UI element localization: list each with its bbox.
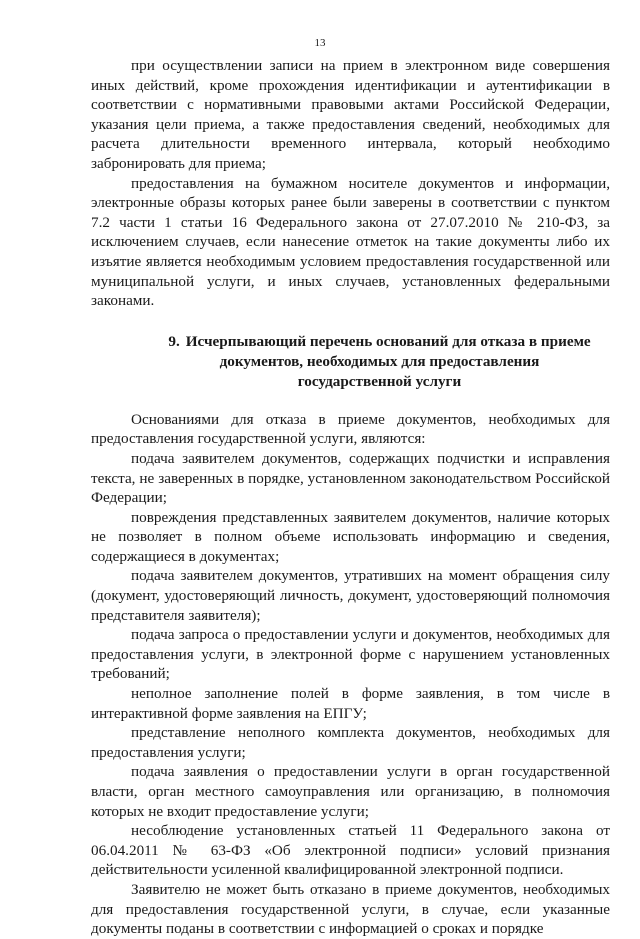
document-body <box>91 56 610 939</box>
list-item: подача заявления о предоставлении услуги в орган государственной власти, орган местного самоуправления или организацию, в полномочия которых не входит предоставление услуги; <box>91 763 610 820</box>
list-item: подача заявителем документов, содержащих подчистки и исправления текста, не заверенных в порядке, установленном законодательством Российской Федерации; <box>91 449 610 507</box>
section-heading <box>91 332 610 392</box>
page-number: 13 <box>314 37 326 49</box>
paragraph: Заявителю не может быть отказано в приеме документов, необходимых для предоставления государственной услуги, в случае, если указанные документы поданы в соответствии с информацией о сроках и порядке <box>91 880 610 938</box>
list-item: несоблюдение установленных статьей 11 Федерального закона от 06.04.2011 № 63-ФЗ «Об электронной подписи» условий признания действительности усиленной квалифицированной электронной подписи. <box>91 822 610 879</box>
list-item: подача запроса о предоставлении услуги и документов, необходимых для предоставления услуги, в электронной форме с нарушением установленных требований; <box>91 626 610 683</box>
list-item: подача заявителем документов, утративших на момент обращения силу (документ, удостоверяющий личность, документ, удостоверяющий полномочия представителя заявителя); <box>91 567 610 624</box>
section-title: Исчерпывающий перечень оснований для отказа в приеме документов, необходимых для предоставления государственной услуги <box>185 332 591 390</box>
section-number: 9. <box>168 332 180 350</box>
paragraph: при осуществлении записи на прием в электронном виде совершения иных действий, кроме прохождения идентификации и аутентификации в соответствии с нормативными правовыми актами Российской Федерации, указания цели приема, а также предоставления сведений, необходимых для расчета длительности временного интервала, который необходимо забронировать для приема; <box>91 57 610 172</box>
list-item: неполное заполнение полей в форме заявления, в том числе в интерактивной форме заявления на ЕПГУ; <box>91 685 610 722</box>
list-item: повреждения представленных заявителем документов, наличие которых не позволяет в полном объеме использовать информацию и сведения, содержащиеся в документах; <box>91 508 610 565</box>
paragraph: предоставления на бумажном носителе документов и информации, электронные образы которых ранее были заверены в соответствии с пунктом 7.2 части 1 статьи 16 Федерального закона от 27.07.2010 № 210-ФЗ, за исключением случаев, если нанесение отметок на такие документы либо их изъятие является необходимым условием предоставления государственной или муниципальной услуги, и иных случаев, установленных федеральными законами. <box>91 174 610 310</box>
paragraph: Основаниями для отказа в приеме документов, необходимых для предоставления государственной услуги, являются: <box>91 410 610 448</box>
list-item: представление неполного комплекта документов, необходимых для предоставления услуги; <box>91 724 610 761</box>
